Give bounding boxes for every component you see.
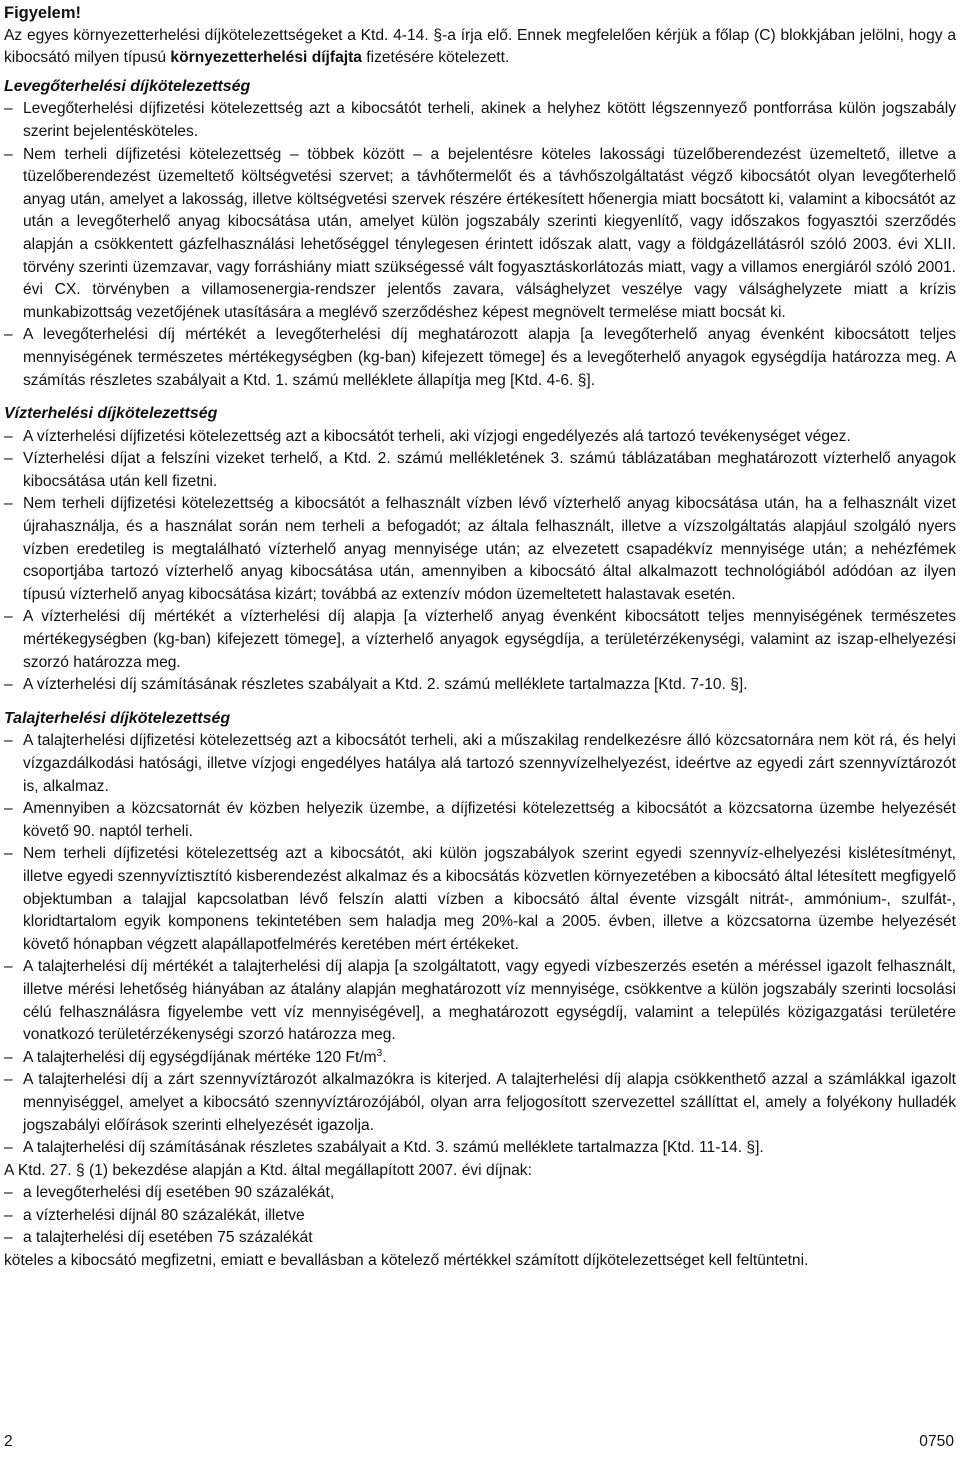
water-item: – A vízterhelési díj mértékét a vízterhelési díj alapja [a vízterhelő anyag évenként kibocsátott teljes mennyiségének természetes mértékegységben (kg-ban) kifejezett tömege], a vízterhelő anyagok egységdíja, a területérzékenységi, valamint az iszap-elhelyezési szorzó határozza meg. bbox=[4, 606, 956, 674]
air-item-list bbox=[4, 98, 956, 392]
closing-final: köteles a kibocsátó megfizetni, emiatt e bevallásban a kötelező mértékkel számított díjkötelezettséget kell feltüntetni. bbox=[4, 1252, 809, 1270]
soil-item: – Amennyiben a közcsatornát év közben helyezik üzembe, a díjfizetési kötelezettség a kibocsátót a közcsatorna üzembe helyezését követő 90. naptól terheli. bbox=[4, 798, 956, 843]
air-item: – A levegőterhelési díj mértékét a levegőterhelési díj meghatározott alapja [a levegőterhelő anyag évenként kibocsátott teljes mennyiségének természetes mértékegységben (kg-ban) kifejezett tömege] és a levegőterhelő anyagok egységdíja határozza meg. A számítás részletes szabályait a Ktd. 1. számú melléklete állapítja meg [Ktd. 4-6. §]. bbox=[4, 324, 956, 392]
water-section-title: Vízterhelési díjkötelezettség bbox=[4, 405, 218, 423]
air-section-title: Levegőterhelési díjkötelezettség bbox=[4, 77, 251, 95]
soil-unit-price-suffix: . bbox=[382, 1048, 387, 1066]
water-item-list bbox=[4, 426, 956, 697]
water-item: – Nem terheli díjfizetési kötelezettség a kibocsátót a felhasznált vízben lévő vízterhelő anyag kibocsátása után, ha a felhasznált vizet újrahasználja, és a használat során nem terheli a befogadót; az általa felhasznált, illetve a vízszolgáltatás alapjául szolgáló nyers vízben eredetileg is megtalálható vízterhelő anyag mennyisége után; az elvezetett csapadékvíz mennyisége után; a nehézfémek csoportjába tartozó vízterhelő anyag kibocsátása után, amennyiben a kibocsátó által alkalmazott technológiából adódóan az ilyen típusú vízterhelő anyag kibocsátása kizárt; továbbá az extenzív módon üzemeltetett halastavak esetén. bbox=[4, 493, 956, 606]
warning-heading: Figyelem! bbox=[4, 4, 82, 22]
form-code: 0750 bbox=[919, 1433, 954, 1450]
soil-unit-price-item bbox=[4, 1047, 956, 1070]
warning-intro-text-1: Az egyes környezetterhelési díjkötelezettségeket a Ktd. 4-14. §-a írja elő. Ennek megfelelően kérjük a főlap (C) blokkjában jelölni, hogy a kibocsátó milyen típusú bbox=[4, 26, 956, 67]
soil-item: – A talajterhelési díjfizetési kötelezettség azt a kibocsátót terheli, aki a műszakilag rendelkezésre álló közcsatornára nem köt rá, és helyi vízgazdálkodási hatósági, illetve vízjogi engedélyes hatálya alá tartozó szennyvízelhelyezést, ideértve az egyedi zárt szennyvíztározót is, alkalmaz. bbox=[4, 730, 956, 798]
closing-section bbox=[4, 1160, 956, 1273]
closing-intro: A Ktd. 27. § (1) bekezdése alapján a Ktd. által megállapított 2007. évi díjnak: bbox=[4, 1161, 532, 1179]
document-page bbox=[4, 2, 956, 1273]
closing-rate-item: – a talajterhelési díj esetében 75 százalékát bbox=[4, 1227, 956, 1250]
soil-item-list bbox=[4, 730, 956, 1159]
soil-item: – A talajterhelési díj mértékét a talajterhelési díj alapja [a szolgáltatott, vagy egyedi vízbeszerzés esetén a méréssel igazolt felhasznált, illetve mérési lehetőség hiányában az átalány alapján meghatározott víz mennyisége, csökkentve a külön jogszabály szerinti locsolási célú felhasználásra figyelembe vett víz mennyiségével], a meghatározott egységdíj, valamint a település közigazgatási területére vonatkozó területérzékenységi szorzó határozza meg. bbox=[4, 956, 956, 1046]
water-item: – Vízterhelési díjat a felszíni vizeket terhelő, a Ktd. 2. számú mellékletének 3. számú táblázatában meghatározott vízterhelő anyagok kibocsátása után kell fizetni. bbox=[4, 448, 956, 493]
soil-unit-price-text: A talajterhelési díj egységdíjának mértéke 120 Ft/m bbox=[23, 1048, 377, 1066]
air-section bbox=[4, 76, 956, 392]
soil-section bbox=[4, 708, 956, 1160]
soil-section-title: Talajterhelési díjkötelezettség bbox=[4, 709, 231, 727]
soil-item: – A talajterhelési díj a zárt szennyvíztározót alkalmazókra is kiterjed. A talajterhelési díj alapja csökkenthető azzal a számlákkal igazolt mennyiséggel, amelyet a kibocsátó szennyvíztározójából, olyan arra feljogosított szervezettel szállíttat el, amely a folyékony hulladék jogszabályi előírások szerinti elhelyezését igazolja. bbox=[4, 1069, 956, 1137]
page-footer bbox=[4, 1431, 954, 1454]
warning-intro-text-2: fizetésére kötelezett. bbox=[361, 49, 510, 67]
soil-item: – Nem terheli díjfizetési kötelezettség azt a kibocsátót, aki külön jogszabályok szerint egyedi szennyvíz-elhelyezési kislétesítményt, illetve egyedi szennyvíztisztító kisberendezést alkalmaz és a kibocsátás közvetlen környezetében a kibocsátó által létesített megfigyelő objektumban a talajjal kapcsolatban lévő felszín alatti vízben a kibocsátó által évente vizsgált nitrát-, ammónium-, szulfát-, kloridtartalom egyik komponens tekintetében sem haladja meg 20%-kal a 2005. évben, illetve a közcsatorna üzembe helyezését követő hónapban végzett alapállapotfelmérés keretében mért értékeket. bbox=[4, 843, 956, 956]
closing-rate-list bbox=[4, 1182, 956, 1250]
closing-rate-item: – a levegőterhelési díj esetében 90 százalékát, bbox=[4, 1182, 956, 1205]
water-section bbox=[4, 403, 956, 697]
soil-unit-price-superscript: 3 bbox=[376, 1047, 383, 1059]
soil-item: – A talajterhelési díj számításának részletes szabályait a Ktd. 3. számú melléklete tartalmazza [Ktd. 11-14. §]. bbox=[4, 1137, 956, 1160]
air-item: – Nem terheli díjfizetési kötelezettség – többek között – a bejelentésre köteles lakossági tüzelőberendezést üzemeltető, illetve a tüzelőberendezést üzemeltető költségvetési szervet; a távhőtermelőt és a távhőszolgáltatást végző kibocsátót olyan levegőterhelő anyag után, amelyet a lakosság, illetve költségvetési szervek részére értékesített hőenergia miatt bocsátott ki, valamint a kibocsátót az után a levegőterhelő anyag kibocsátása után, amelyet külön jogszabály szerinti kiegyenlítő, vagy időszakos fogyasztói szerződés alapján a csökkentett gázfelhasználási lehetőséggel ténylegesen érintett időszak alatt, vagy a földgázellátásról szóló 2003. évi XLII. törvény szerinti üzemzavar, vagy forráshiány miatt szükségessé vált fogyasztáskorlátozás miatt, vagy a villamos energiáról szóló 2001. évi CX. törvényben a villamosenergia-rendszer jelentős zavara, válsághelyzet veszélye vagy válsághelyzete miatt a krízis munkabizottság vezetőjének utasítására a meglévő szerződéshez képest megnövelt termelése miatt bocsát ki. bbox=[4, 144, 956, 325]
closing-rate-item: – a vízterhelési díjnál 80 százalékát, illetve bbox=[4, 1205, 956, 1228]
page-number: 2 bbox=[4, 1433, 13, 1450]
water-item: – A vízterhelési díj számításának részletes szabályait a Ktd. 2. számú melléklete tartalmazza [Ktd. 7-10. §]. bbox=[4, 674, 956, 697]
air-item: – Levegőterhelési díjfizetési kötelezettség azt a kibocsátót terheli, akinek a helyhez kötött légszennyező pontforrása külön jogszabály szerint bejelentésköteles. bbox=[4, 98, 956, 143]
water-item: – A vízterhelési díjfizetési kötelezettség azt a kibocsátót terheli, aki vízjogi engedélyezés alá tartozó tevékenységet végez. bbox=[4, 426, 956, 449]
warning-intro bbox=[4, 25, 956, 70]
warning-intro-emphasis: környezetterhelési díjfajta bbox=[170, 49, 362, 67]
